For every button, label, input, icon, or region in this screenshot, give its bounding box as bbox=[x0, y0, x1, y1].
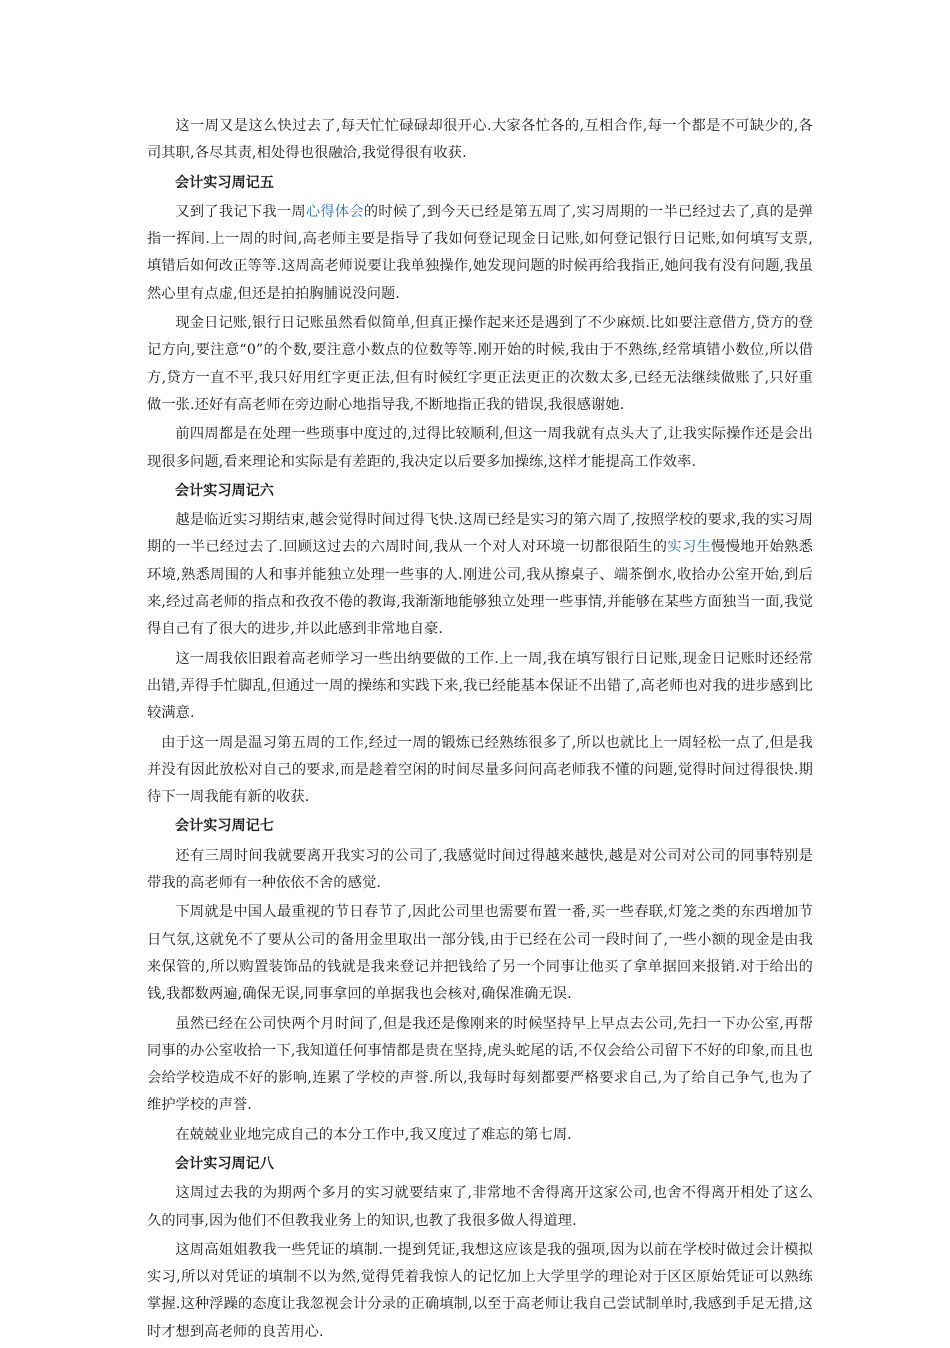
week6-paragraph-1 bbox=[147, 507, 813, 643]
week7-paragraph-3: 虽然已经在公司快两个月时间了,但是我还是像刚来的时候坚持早上早点去公司,先扫一下办公室,再帮同事的办公室收拾一下,我知道任何事情都是贵在坚持,虎头蛇尾的话,不仅会给公司留下不好的印象,而且也会给学校造成不好的影响,连累了学校的声誉.所以,我每时每刻都要严格要求自己,为了给自己争气,也为了维护学校的声誉. bbox=[147, 1015, 813, 1114]
heading-week8: 会计实习周记八 bbox=[175, 1155, 275, 1172]
heading-week5: 会计实习周记五 bbox=[175, 174, 275, 191]
section-week7 bbox=[147, 813, 813, 1149]
week5-paragraph-1 bbox=[147, 199, 813, 308]
week5-p1-text-before: 又到了我记下我一周 bbox=[175, 203, 306, 220]
week7-paragraph-2: 下周就是中国人最重视的节日春节了,因此公司里也需要布置一番,买一些春联,灯笼之类的东西增加节日气氛,这就免不了要从公司的备用金里取出一部分钱,由于已经在公司一段时间了,一些小额的现金是由我来保管的,所以购置装饰品的钱就是我来登记并把钱给了另一个同事让他买了拿单据回来报销.对于给出的钱,我都数两遍,确保无误,同事拿回的单据我也会核对,确保准确无误. bbox=[147, 904, 813, 1003]
week7-paragraph-4: 在兢兢业业地完成自己的本分工作中,我又度过了难忘的第七周. bbox=[175, 1126, 572, 1143]
week6-paragraph-3: 由于这一周是温习第五周的工作,经过一周的锻炼已经熟练很多了,所以也就比上一周轻松一点了,但是我并没有因此放松对自己的要求,而是趁着空闲的时间尽量多问问高老师我不懂的问题,觉得时间过得很快.期待下一周我能有新的收获. bbox=[147, 734, 813, 806]
week8-paragraph-1: 这周过去我的为期两个多月的实习就要结束了,非常地不舍得离开这家公司,也舍不得离开相处了这么久的同事,因为他们不但教我业务上的知识,也教了我很多做人得道理. bbox=[147, 1185, 813, 1229]
intro-paragraph: 这一周又是这么快过去了,每天忙忙碌碌却很开心.大家各忙各的,互相合作,每一个都是不可缺少的,各司其职,各尽其责,相处得也很融洽,我觉得很有收获. bbox=[147, 118, 813, 162]
link-xinde-tihui[interactable]: 心得体会 bbox=[305, 203, 364, 220]
section-week6 bbox=[147, 478, 813, 812]
week6-p1-text-after: 慢慢地开始熟悉环境,熟悉周围的人和事并能独立处理一些事的人.刚进公司,我从擦桌子、端茶倒水,收拾办公室开始,到后来,经过高老师的指点和孜孜不倦的教诲,我渐渐地能够独立处理一些事情,并能够在某些方面独当一面,我觉得自己有了很大的进步,并以此感到非常地自豪. bbox=[147, 539, 813, 638]
section-week5 bbox=[147, 170, 813, 476]
heading-week7: 会计实习周记七 bbox=[175, 818, 275, 835]
week5-paragraph-3: 前四周都是在处理一些琐事中度过的,过得比较顺利,但这一周我就有点头大了,让我实际操作还是会出现很多问题,看来理论和实际是有差距的,我决定以后要多加操练,这样才能提高工作效率. bbox=[147, 426, 813, 470]
document-page bbox=[147, 113, 813, 1348]
week5-p1-text-after: 的时候了,到今天已经是第五周了,实习周期的一半已经过去了,真的是弹指一挥间.上一周的时间,高老师主要是指导了我如何登记现金日记账,如何登记银行日记账,如何填写支票,填错后如何改正等等.这周高老师说要让我单独操作,她发现问题的时候再给我指正,她问我有没有问题,我虽然心里有点虚,但还是拍拍胸脯说没问题. bbox=[147, 203, 813, 302]
week7-paragraph-1: 还有三周时间我就要离开我实习的公司了,我感觉时间过得越来越快,越是对公司对公司的同事特别是带我的高老师有一种依依不舍的感觉. bbox=[147, 847, 813, 892]
week5-paragraph-2: 现金日记账,银行日记账虽然看似简单,但真正操作起来还是遇到了不少麻烦.比如要注意借方,贷方的登记方向,要注意“0”的个数,要注意小数点的位数等等.刚开始的时候,我由于不熟练,经常填错小数位,所以借方,贷方一直不平,我只好用红字更正法,但有时候红字更正法更正的次数太多,已经无法继续做账了,只好重做一张.还好有高老师在旁边耐心地指导我,不断地指正我的错误,我很感谢她. bbox=[147, 315, 813, 413]
heading-week6: 会计实习周记六 bbox=[175, 482, 275, 499]
section-week8 bbox=[147, 1151, 813, 1346]
week6-p1-text-before: 越是临近实习期结束,越会觉得时间过得飞快.这周已经是实习的第六周了,按照学校的要求,我的实习周期的一半已经过去了.回顾这过去的六周时间,我从一个对人对环境一切都很陌生的 bbox=[147, 512, 813, 556]
week8-paragraph-2: 这周高姐姐教我一些凭证的填制.一提到凭证,我想这应该是我的强项,因为以前在学校时做过会计模拟实习,所以对凭证的填制不以为然,觉得凭着我惊人的记忆加上大学里学的理论对于区区原始凭证可以熟练掌握.这种浮躁的态度让我忽视会计分录的正确填制,以至于高老师让我自己尝试制单时,我感到手足无措,这时才想到高老师的良苦用心. bbox=[147, 1241, 813, 1340]
link-shixisheng[interactable]: 实习生 bbox=[667, 539, 712, 556]
week6-paragraph-2: 这一周我依旧跟着高老师学习一些出纳要做的工作.上一周,我在填写银行日记账,现金日记账时还经常出错,弄得手忙脚乱,但通过一周的操练和实践下来,我已经能基本保证不出错了,高老师也对我的进步感到比较满意. bbox=[147, 650, 813, 722]
